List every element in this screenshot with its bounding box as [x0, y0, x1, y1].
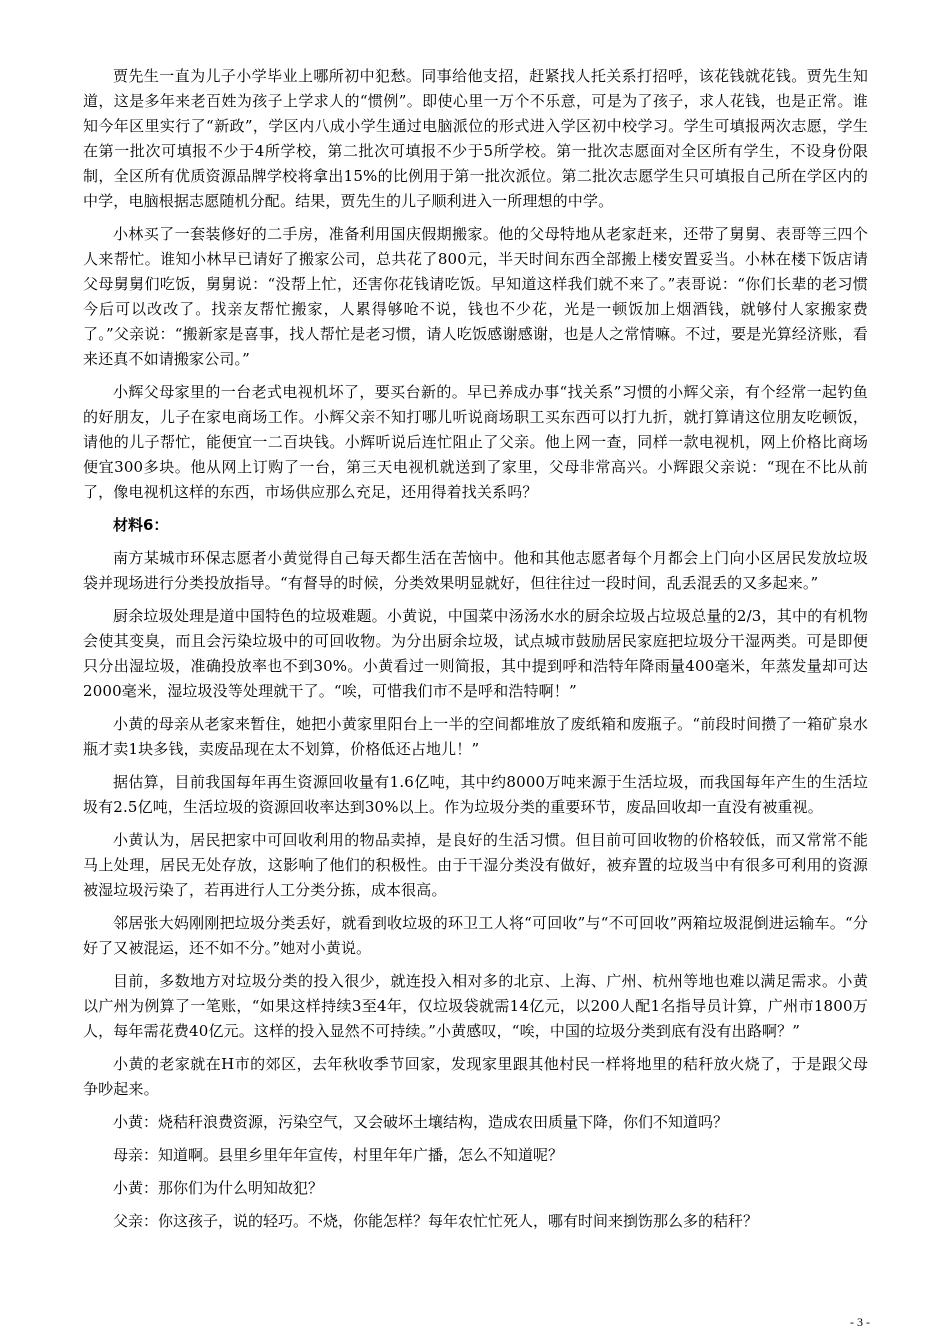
dialogue-line: 小黄：那你们为什么明知故犯？	[113, 1179, 324, 1197]
page-number: - 3 -	[850, 1315, 870, 1329]
section-heading-material-6: 材料6：	[113, 516, 169, 534]
paragraph-statistics: 据估算，目前我国每年再生资源回收量有1.6亿吨，其中约8000万吨来源于生活垃圾，而我国每年产生的生活垃圾有2.5亿吨，生活垃圾的资源回收率达到30%以上。作为垃圾分类的重要环节，废品回收却一直没有被重视。	[83, 773, 868, 816]
paragraph-habits: 小黄认为，居民把家中可回收利用的物品卖掉，是良好的生活习惯。但目前可回收物的价格较低，而又常常不能马上处理，居民无处存放，这影响了他们的积极性。由于干湿分类没有做好，被弃置的垃圾当中有很多可利用的资源被湿垃圾污染了，若再进行人工分类分拣，成本很高。	[83, 831, 868, 899]
paragraph-volunteer: 南方某城市环保志愿者小黄觉得自己每天都生活在苦恼中。他和其他志愿者每个月都会上门向小区居民发放垃圾袋并现场进行分类投放指导。“有督导的时候，分类效果明显就好，但往往过一段时间，乱丢混丢的又多起来。”	[83, 549, 868, 592]
paragraph-investment: 目前，多数地方对垃圾分类的投入很少，就连投入相对多的北京、上海、广州、杭州等地也难以满足需求。小黄以广州为例算了一笔账，“如果这样持续3至4年，仅垃圾袋就需14亿元，以200人配1名指导员计算，广州市1800万人，每年需花费40亿元。这样的投入显然不可持续。”小黄感叹，“唉，中国的垃圾分类到底有没有出路啊？”	[83, 972, 868, 1040]
document-body	[83, 64, 868, 1242]
paragraph-xiaolin: 小林买了一套装修好的二手房，准备利用国庆假期搬家。他的父母特地从老家赶来，还带了舅舅、表哥等三四个人来帮忙。谁知小林早已请好了搬家公司，总共花了800元，半天时间东西全部搬上楼安置妥当。小林在楼下饭店请父母舅舅们吃饭，舅舅说：“没帮上忙，还害你花钱请吃饭。早知道这样我们就不来了。”表哥说：“你们长辈的老习惯今后可以改改了。找亲友帮忙搬家，人累得够呛不说，钱也不少花，光是一顿饭加上烟酒钱，就够付人家搬家费了。”父亲说：“搬新家是喜事，找人帮忙是老习惯，请人吃饭感谢感谢，也是人之常情嘛。不过，要是光算经济账，看来还真不如请搬家公司。”	[83, 225, 868, 368]
paragraph-hometown: 小黄的老家就在H市的郊区，去年秋收季节回家，发现家里跟其他村民一样将地里的秸秆放火烧了，于是跟父母争吵起来。	[83, 1055, 868, 1098]
paragraph-jia: 贾先生一直为儿子小学毕业上哪所初中犯愁。同事给他支招，赶紧找人托关系打招呼，该花钱就花钱。贾先生知道，这是多年来老百姓为孩子上学求人的“惯例”。即使心里一万个不乐意，可是为了孩子，求人花钱，也是正常。谁知今年区里实行了“新政”，学区内八成小学生通过电脑派位的形式进入学区初中校学习。学生可填报两次志愿，学生在第一批次可填报不少于4所学校，第二批次可填报不少于5所学校。第一批次志愿面对全区所有学生，不设身份限制，全区所有优质资源品牌学校将拿出15%的比例用于第一批次派位。第二批次志愿学生只可填报自己所在学区内的中学，电脑根据志愿随机分配。结果，贾先生的儿子顺利进入一所理想的中学。	[83, 67, 868, 210]
paragraph-mother-recycling: 小黄的母亲从老家来暂住，她把小黄家里阳台上一半的空间都堆放了废纸箱和废瓶子。“前段时间攒了一箱矿泉水瓶才卖1块多钱，卖废品现在太不划算，价格低还占地儿！”	[83, 715, 868, 758]
dialogue-line: 父亲：你这孩子，说的轻巧。不烧，你能怎样？每年农忙忙死人，哪有时间来捯饬那么多的秸秆？	[113, 1212, 759, 1230]
paragraph-neighbor: 邻居张大妈刚刚把垃圾分类丢好，就看到收垃圾的环卫工人将“可回收”与“不可回收”两箱垃圾混倒进运输车。“分好了又被混运，还不如不分。”她对小黄说。	[83, 914, 868, 957]
dialogue-line: 小黄：烧秸秆浪费资源，污染空气，又会破坏土壤结构，造成农田质量下降，你们不知道吗？	[113, 1113, 729, 1131]
dialogue-line: 母亲：知道啊。县里乡里年年宣传，村里年年广播，怎么不知道呢？	[113, 1146, 564, 1164]
paragraph-xiaohui: 小辉父母家里的一台老式电视机坏了，要买台新的。早已养成办事“找关系”习惯的小辉父亲，有个经常一起钓鱼的好朋友，儿子在家电商场工作。小辉父亲不知打哪儿听说商场职工买东西可以打九折，就打算请这位朋友吃顿饭，请他的儿子帮忙，能便宜一二百块钱。小辉听说后连忙阻止了父亲。他上网一查，同样一款电视机，网上价格比商场便宜300多块。他从网上订购了一台，第三天电视机就送到了家里，父母非常高兴。小辉跟父亲说：“现在不比从前了，像电视机这样的东西，市场供应那么充足，还用得着找关系吗？	[83, 383, 868, 501]
paragraph-kitchen-waste: 厨余垃圾处理是道中国特色的垃圾难题。小黄说，中国菜中汤汤水水的厨余垃圾占垃圾总量的2/3，其中的有机物会使其变臭，而且会污染垃圾中的可回收物。为分出厨余垃圾，试点城市鼓励居民家庭把垃圾分干湿两类。可是即便只分出湿垃圾，准确投放率也不到30%。小黄看过一则简报，其中提到呼和浩特年降雨量400毫米，年蒸发量却可达2000毫米，湿垃圾没等处理就干了。“唉，可惜我们市不是呼和浩特啊！”	[83, 607, 868, 700]
